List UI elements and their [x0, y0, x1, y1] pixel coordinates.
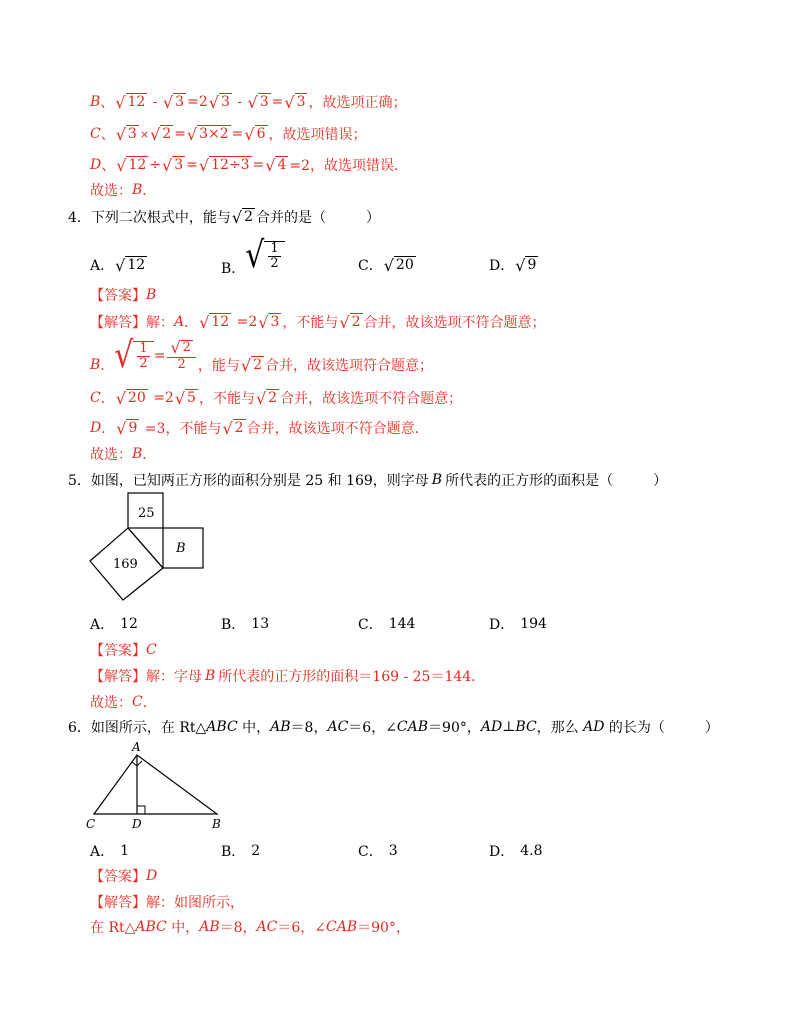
end: ． [142, 695, 157, 711]
q4-choice-b [221, 234, 285, 278]
answer: B [146, 287, 157, 303]
text: 中， [237, 720, 271, 736]
sqrt: √ 3 [115, 124, 137, 144]
sqrt-fraction: √ $\frac{1}{2}$ [114, 341, 153, 372]
radicand: 3 [175, 94, 185, 111]
q3-option-d-solution [90, 155, 408, 175]
text: 合并，故该选项不符合题意； [363, 315, 546, 331]
q4-analysis-c [90, 388, 462, 408]
q5-choice-b [221, 614, 269, 634]
q4-choice-c [358, 255, 417, 275]
sqrt: √ 9 [116, 418, 138, 438]
q5-analysis [90, 666, 485, 686]
var: AC [327, 719, 349, 735]
letter: C [90, 390, 101, 406]
var: BC [515, 719, 537, 735]
label-d: D [132, 817, 142, 831]
label: 故选： [90, 695, 132, 711]
q5-choice-d [489, 614, 547, 634]
radicand: 5 [187, 390, 196, 407]
radicand: 6 [256, 126, 266, 143]
q5-conclusion [90, 692, 157, 712]
numerator: 1 [139, 340, 148, 356]
radicand: 2 [182, 339, 191, 355]
text: ＝90°， [357, 920, 410, 936]
text: ，故选项错误； [268, 127, 367, 143]
sqrt: √ 12 [115, 92, 146, 112]
label-169: 169 [113, 557, 138, 572]
radicand: 2 [253, 357, 263, 374]
choice-label: A． [90, 617, 115, 633]
op: - [148, 94, 162, 110]
sqrt: √ 12 [116, 155, 147, 175]
denominator: 2 [270, 256, 279, 271]
text: 中， [166, 920, 200, 936]
sqrt: √ 12 [199, 312, 230, 332]
text: ） [704, 720, 719, 736]
answer-tag: 【答案】 [90, 288, 146, 304]
q6-analysis-line1 [90, 892, 244, 912]
text: 合并，故该选项不符合题意． [246, 421, 429, 437]
label-b: B [176, 541, 186, 556]
q6-answer [90, 866, 157, 886]
sqrt-fraction: √ $\frac{1}{2}$ [245, 241, 284, 272]
var: ABC [206, 719, 238, 735]
radicand: 3×2 [199, 126, 229, 143]
letter: B [90, 357, 101, 373]
text: ． [100, 358, 115, 374]
sqrt: √ 2 [231, 207, 254, 227]
text: 4．下列二次根式中，能与 [68, 210, 231, 226]
sqrt: √ 4 [265, 155, 287, 175]
answer-tag: 【答案】 [90, 643, 146, 659]
sqrt: √ 9 [515, 255, 537, 275]
q4-answer [90, 285, 156, 305]
text: 5．如图，已知两正方形的面积分别是 25 和 169，则字母 [68, 473, 429, 489]
label-c: C [86, 817, 96, 831]
radicand: 9 [128, 420, 138, 437]
answer: B [132, 182, 143, 198]
choice-label: B． [221, 617, 246, 633]
op: = [231, 126, 244, 142]
answer-tag: 【答案】 [90, 869, 146, 885]
analysis-tag: 【解答】 [90, 895, 146, 911]
q5-choice-c [358, 614, 415, 634]
choice-value: 13 [251, 616, 270, 632]
fraction: √ 2 2 [167, 340, 195, 373]
q4-choice-d [489, 255, 539, 275]
text: 的长为（ [604, 720, 665, 736]
analysis-tag: 【解答】 [90, 315, 146, 331]
text: ，那么 [536, 720, 584, 736]
choice-value: 4.8 [520, 843, 543, 859]
op: = [186, 157, 198, 173]
q4-conclusion [90, 444, 156, 464]
q5-answer [90, 640, 157, 660]
radicand: 20 [127, 390, 146, 407]
radicand: 12÷3 [211, 157, 250, 174]
op: - [232, 94, 247, 110]
sep: 、 [101, 158, 116, 174]
letter: B [90, 94, 101, 110]
answer: D [146, 868, 158, 884]
q3-conclusion [90, 180, 156, 200]
text: ，不能与 [282, 315, 339, 331]
sqrt: √ 2 [339, 312, 361, 332]
text: = [153, 348, 166, 364]
q4-analysis-a [90, 312, 546, 332]
sqrt: √ 3 [247, 92, 269, 112]
end: ． [142, 183, 157, 199]
text: ，能与 [197, 358, 240, 374]
sqrt: √ 3 [208, 92, 230, 112]
sqrt: √ 5 [174, 388, 196, 408]
sqrt: √ 6 [244, 124, 266, 144]
letter: A [174, 314, 185, 330]
var: AC [256, 919, 278, 935]
right-angle-d [137, 806, 145, 814]
text: ＝90°， [428, 720, 481, 736]
choice-value: 12 [120, 616, 138, 632]
choice-label: B． [221, 844, 246, 860]
op: =2 [187, 94, 208, 110]
q6-choice-c [358, 841, 398, 861]
radicand: 2 [351, 314, 361, 331]
sqrt: √ 20 [383, 255, 414, 275]
sep: 、 [100, 95, 115, 111]
var: AD [480, 719, 503, 735]
q6-stem [68, 717, 719, 737]
var: CAB [396, 719, 429, 735]
choice-label: C． [358, 258, 383, 274]
answer: C [146, 642, 157, 658]
radicand: 4 [277, 157, 287, 174]
radicand: 3 [270, 314, 280, 331]
choice-label: C． [358, 844, 383, 860]
text: =2，故选项错误． [289, 158, 409, 174]
choice-label: D． [489, 258, 515, 274]
denominator: 2 [139, 356, 148, 371]
radicand: 3 [259, 94, 269, 111]
text: 在 Rt△ [90, 920, 136, 936]
var: AD [583, 719, 605, 735]
text: ． [101, 421, 116, 437]
q6-choice-a [90, 841, 129, 861]
answer: C [132, 694, 143, 710]
text: 所代表的正方形的面积是（ [445, 473, 614, 489]
sqrt: √ 3 [162, 155, 184, 175]
text: ，故选项正确； [308, 95, 407, 111]
q4-stem [68, 207, 380, 227]
op: = [252, 157, 265, 173]
var: ABC [135, 919, 167, 935]
choice-label: D． [489, 844, 515, 860]
label: 故选： [90, 447, 132, 463]
choice-value: 3 [388, 843, 398, 859]
var: B [431, 472, 443, 488]
analysis-tag: 【解答】 [90, 669, 146, 685]
sqrt: √ 2 [222, 418, 244, 438]
radicand: 3 [174, 157, 184, 174]
q6-choice-d [489, 841, 543, 861]
text: =2 [148, 390, 174, 406]
end: ． [142, 447, 157, 463]
op: = [174, 126, 186, 142]
sqrt: √ 3 [284, 92, 306, 112]
text: 合并，故该选项不符合题意； [280, 391, 463, 407]
q5-stem [68, 470, 667, 490]
radicand: 3 [127, 126, 137, 143]
radicand: 2 [234, 420, 244, 437]
answer: B [132, 446, 143, 462]
text: =2 [232, 314, 258, 330]
text: 所代表的正方形的面积＝169 - 25＝144． [218, 669, 486, 685]
text: ，不能与 [198, 391, 255, 407]
text: ． [100, 391, 115, 407]
text: ＝8， [219, 920, 257, 936]
text: ） [653, 473, 668, 489]
q5-squares-figure [80, 490, 220, 605]
q6-choice-b [221, 841, 260, 861]
sep: 、 [100, 127, 115, 143]
sqrt: √ 20 [115, 388, 146, 408]
choice-value: 194 [520, 616, 547, 632]
sqrt: √ 12÷3 [198, 155, 250, 175]
radicand: 12 [211, 314, 230, 331]
radicand: 2 [162, 126, 172, 143]
choice-label: C． [358, 617, 383, 633]
q3-option-c-solution [90, 124, 367, 144]
choice-label: A． [90, 258, 115, 274]
sqrt: √ 2 [150, 124, 172, 144]
choice-label: A． [90, 844, 115, 860]
text: 6．如图所示，在 Rt△ [68, 720, 207, 736]
text: ＝6，∠ [277, 920, 327, 936]
letter: D [90, 157, 102, 173]
q4-choice-a [90, 255, 148, 275]
text: 解：如图所示， [146, 895, 244, 911]
radicand: 2 [244, 209, 254, 226]
op: = [271, 94, 284, 110]
letter: C [90, 126, 101, 142]
radicand: 3 [296, 94, 306, 111]
radicand: 12 [128, 157, 147, 174]
q3-option-b-solution [90, 92, 406, 112]
text: =3，不能与 [140, 421, 222, 437]
sqrt: √ 3 [258, 312, 280, 332]
text: 合并，故该选项符合题意； [265, 358, 434, 374]
radicand: 20 [395, 257, 414, 274]
text: 合并的是（ [256, 210, 327, 226]
text: 解：字母 [146, 669, 202, 685]
q5-choice-a [90, 614, 138, 634]
text: 解： [146, 315, 174, 331]
choice-value: 1 [120, 843, 130, 859]
label-b: B [212, 817, 221, 831]
op: ÷ [149, 157, 161, 173]
q4-analysis-b [90, 334, 434, 377]
text: ⊥ [502, 719, 516, 735]
sqrt: √ 3 [162, 92, 185, 112]
op: × [139, 127, 150, 141]
sqrt: √ 2 [240, 355, 263, 375]
q6-analysis-line2 [90, 917, 410, 937]
radicand: 3 [220, 94, 230, 111]
choice-value: 144 [388, 616, 416, 632]
var: B [205, 668, 216, 684]
var: AB [199, 919, 220, 935]
var: AB [270, 719, 291, 735]
choice-value: 2 [251, 843, 261, 859]
letter: D [90, 420, 102, 436]
denominator: 2 [177, 357, 186, 372]
sqrt: √ 12 [115, 255, 146, 275]
q6-triangle-figure [82, 738, 232, 833]
text: ＝8， [290, 720, 328, 736]
label-a: A [132, 740, 141, 754]
radicand: 12 [127, 94, 146, 111]
label-25: 25 [138, 506, 155, 521]
q4-analysis-d [90, 418, 429, 438]
choice-label: D． [489, 617, 515, 633]
text: ． [184, 315, 199, 331]
label: 故选： [90, 183, 132, 199]
choice-label: B． [221, 261, 246, 277]
numerator: 1 [270, 240, 279, 256]
text: ） [366, 210, 381, 226]
sqrt: √ 2 [255, 388, 278, 408]
text: ＝6，∠ [348, 720, 397, 736]
triangle-abc [94, 755, 217, 814]
radicand: 9 [527, 257, 537, 274]
radicand: 12 [127, 257, 146, 274]
sqrt: √ 3×2 [186, 124, 229, 144]
var: CAB [326, 919, 358, 935]
radicand: 2 [268, 390, 278, 407]
